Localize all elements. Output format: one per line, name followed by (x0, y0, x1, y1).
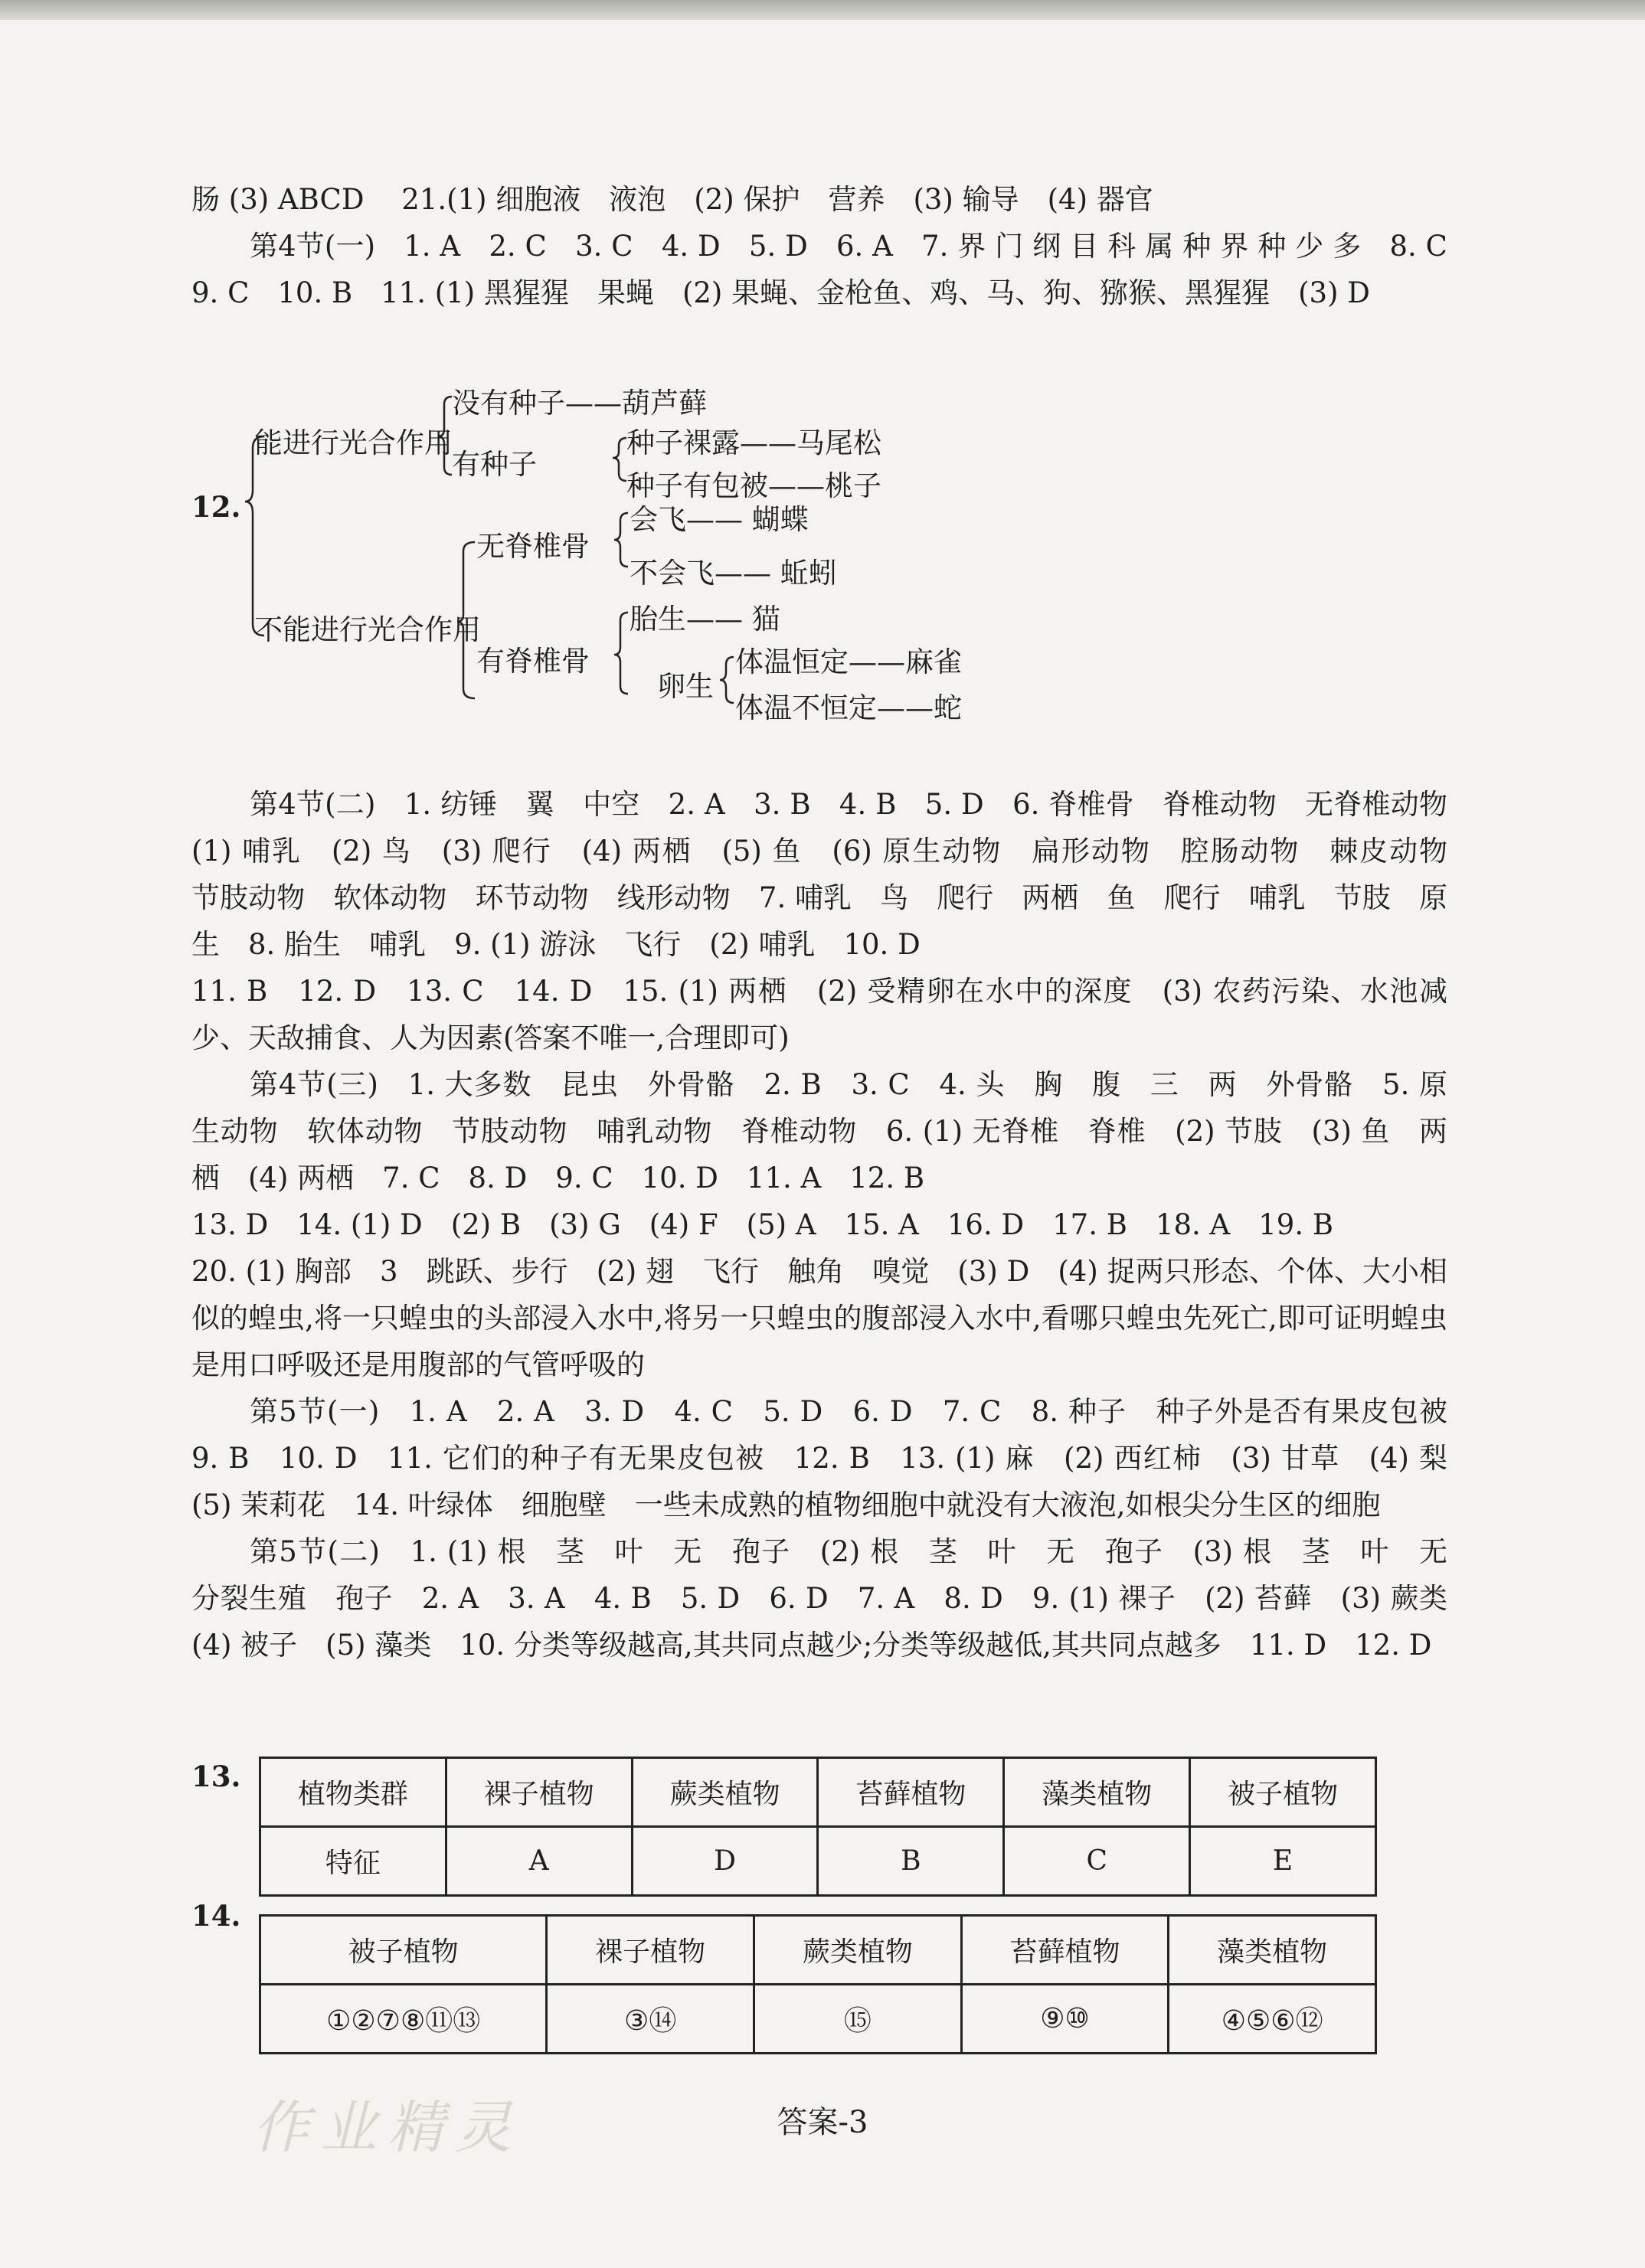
answer-text-bottom (191, 781, 1476, 1668)
tree-cold-blooded: 体温不恒定——蛇 (735, 691, 962, 724)
table-cell: 被子植物 (260, 1916, 547, 1985)
table-cell: ④⑤⑥⑫ (1169, 1985, 1376, 2054)
table-cell: ⑮ (754, 1985, 962, 2054)
table-cell: 藻类植物 (1169, 1916, 1376, 1985)
table-cell: ①②⑦⑧⑪⑬ (260, 1985, 547, 2054)
tree-invertebrate: 无脊椎骨 (476, 530, 590, 563)
page-number: 答案-3 (777, 2105, 868, 2140)
table-cell: ③⑭ (547, 1985, 754, 2054)
tree-viviparous: 胎生—— 猫 (630, 603, 780, 636)
watermark-logo: 作业精灵 (253, 2095, 522, 2161)
table-cell: 特征 (260, 1827, 446, 1896)
classification-tree (191, 375, 1110, 773)
table-14 (259, 1914, 1377, 2054)
bracket-vert (614, 613, 628, 694)
section-5-2-answers: 第5节(二) 1. (1) 根 茎 叶 无 孢子 (2) 根 茎 叶 无 孢子 (3) 根 茎 叶 无 分裂生殖 孢子 2. A 3. A 4. B 5. D 6. D 7. A 8. D 9. (1) 裸子 (2) 苔藓 (3) 蕨类 (4) 被子 (5) 藻类 10. 分类等级越高,其共同点越少;分类等级越低,其共同点越多 11. D 12. D (191, 1535, 1476, 1662)
question-number-12: 12. (191, 490, 241, 524)
tree-seed-naked: 种子裸露——马尾松 (626, 426, 881, 459)
tree-no-seed: 没有种子——葫芦藓 (452, 387, 707, 420)
tree-has-seed: 有种子 (452, 448, 537, 481)
table-cell: 裸子植物 (446, 1758, 632, 1827)
tree-vertebrate: 有脊椎骨 (476, 645, 590, 678)
table-13-header-row (260, 1758, 1376, 1827)
tree-cannot-fly: 不会飞—— 蚯蚓 (630, 557, 837, 590)
section-4-1-answers: 第4节(一) 1. A 2. C 3. C 4. D 5. D 6. A 7. 界 门 纲 目 科 属 种 界 种 少 多 8. C 9. C 10. B 11. (1) 黑猩猩 果蝇 (2) 果蝇、金枪鱼、鸡、马、狗、猕猴、黑猩猩 (3) D (191, 230, 1476, 309)
section-5-1-answers: 第5节(一) 1. A 2. A 3. D 4. C 5. D 6. D 7. C 8. 种子 种子外是否有果皮包被 9. B 10. D 11. 它们的种子有无果皮包被 12. B 13. (1) 麻 (2) 西红柿 (3) 甘草 (4) 梨 (5) 茉莉花 14. 叶绿体 细胞壁 一些未成熟的植物细胞中就没有大液泡,如根尖分生区的细胞 (191, 1395, 1476, 1521)
section-4-3-answers-20: 20. (1) 胸部 3 跳跃、步行 (2) 翅 飞行 触角 嗅觉 (3) D (4) 捉两只形态、个体、大小相似的蝗虫,将一只蝗虫的头部浸入水中,将另一只蝗虫的腹部浸入水中,看哪只蝗虫先死亡,即可证明蝗虫是用口呼吸还是用腹部的气管呼吸的 (191, 1255, 1447, 1381)
answer-text-top (191, 176, 1476, 316)
bracket-invert (614, 513, 628, 567)
tree-warm-blooded: 体温恒定——麻雀 (735, 645, 962, 678)
table-cell: 蕨类植物 (632, 1758, 818, 1827)
table-cell: 苔藓植物 (818, 1758, 1004, 1827)
table-cell: D (632, 1827, 818, 1896)
table-14-answer-row (260, 1985, 1376, 2054)
table-13-feature-row (260, 1827, 1376, 1896)
bracket-seed (613, 438, 626, 481)
table-cell: 裸子植物 (547, 1916, 754, 1985)
table-cell: 被子植物 (1190, 1758, 1376, 1827)
tree-no-photosynthesis: 不能进行光合作用 (254, 613, 481, 646)
table-cell: 苔藓植物 (961, 1916, 1169, 1985)
table-cell: C (1004, 1827, 1190, 1896)
tree-seed-covered: 种子有包被——桃子 (626, 469, 881, 502)
tree-can-fly: 会飞—— 蝴蝶 (630, 503, 809, 536)
bracket-ovi (720, 657, 734, 703)
answer-line-intestine: 肠 (3) ABCD 21.(1) 细胞液 液泡 (2) 保护 营养 (3) 输导 (4) 器官 (191, 183, 1153, 216)
table-cell: 藻类植物 (1004, 1758, 1190, 1827)
section-4-3-answers-13-19: 13. D 14. (1) D (2) B (3) G (4) F (5) A 15. A 16. D 17. B 18. A 19. B (191, 1208, 1334, 1241)
table-cell: 蕨类植物 (754, 1916, 962, 1985)
table-cell: E (1190, 1827, 1376, 1896)
table-14-header-row (260, 1916, 1376, 1985)
tree-oviparous: 卵生 (657, 670, 714, 703)
tree-photosynthesis: 能进行光合作用 (254, 426, 453, 459)
table-cell: ⑨⑩ (961, 1985, 1169, 2054)
section-4-3-answers: 第4节(三) 1. 大多数 昆虫 外骨骼 2. B 3. C 4. 头 胸 腹 三 两 外骨骼 5. 原生动物 软体动物 节肢动物 哺乳动物 脊椎动物 6. (1) 无脊椎 脊椎 (2) 节肢 (3) 鱼 两栖 (4) 两栖 7. C 8. D 9. C 10. D 11. A 12. B (191, 1068, 1447, 1194)
question-number-14: 14. (191, 1899, 241, 1933)
scan-top-edge (0, 0, 1645, 20)
table-13 (259, 1757, 1377, 1897)
table-cell: 植物类群 (260, 1758, 446, 1827)
section-4-2-answers-cont: 11. B 12. D 13. C 14. D 15. (1) 两栖 (2) 受精卵在水中的深度 (3) 农药污染、水池减少、天敌捕食、人为因素(答案不唯一,合理即可) (191, 975, 1447, 1054)
table-cell: A (446, 1827, 632, 1896)
bracket-root (245, 436, 264, 636)
section-4-2-answers: 第4节(二) 1. 纺锤 翼 中空 2. A 3. B 4. B 5. D 6. 脊椎骨 脊椎动物 无脊椎动物 (1) 哺乳 (2) 鸟 (3) 爬行 (4) 两栖 (5) 鱼 (6) 原生动物 扁形动物 腔肠动物 棘皮动物 节肢动物 软体动物 环节动物 线形动物 7. 哺乳 鸟 爬行 两栖 鱼 爬行 哺乳 节肢 原生 8. 胎生 哺乳 9. (1) 游泳 飞行 (2) 哺乳 10. D (191, 788, 1476, 961)
question-number-13: 13. (191, 1760, 241, 1793)
table-cell: B (818, 1827, 1004, 1896)
